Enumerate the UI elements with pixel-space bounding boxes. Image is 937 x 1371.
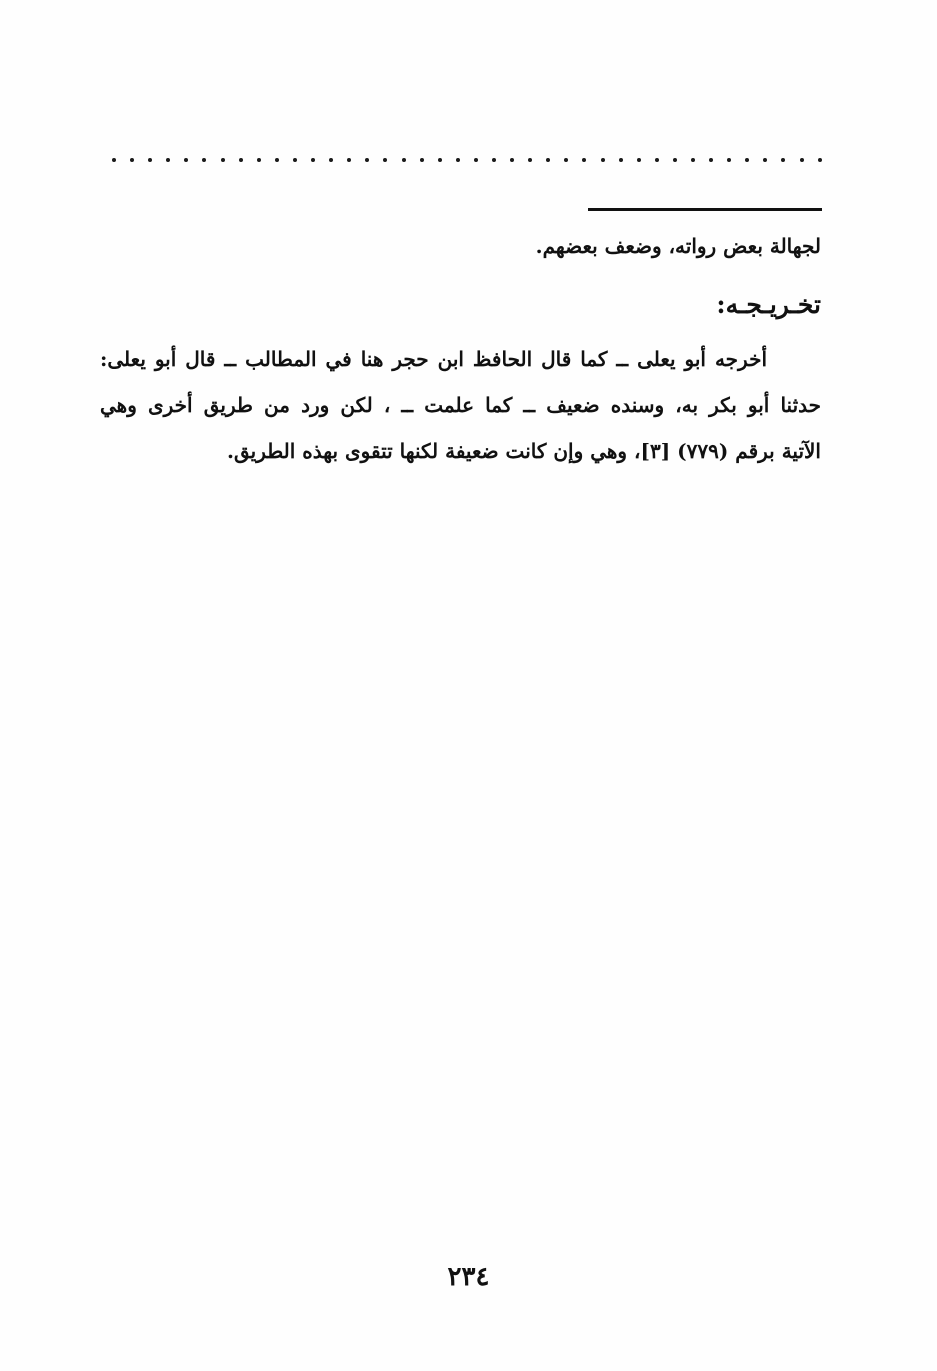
paragraph-line: الآتية برقم (٧٧٩) [٣]، وهي وإن كانت ضعيفة لكنها تتقوى بهذه الطريق. (226, 439, 821, 463)
separator-dot (673, 158, 677, 162)
separator-dot (383, 158, 387, 162)
separator-dot (148, 158, 152, 162)
footnote-text: لجهالة بعض رواته، وضعف بعضهم. (535, 234, 821, 258)
separator-dot (275, 158, 279, 162)
separator-dot (601, 158, 605, 162)
separator-dot (564, 158, 568, 162)
separator-dot (763, 158, 767, 162)
paragraph-line: أخرجه أبو يعلى ــ كما قال الحافظ ابن حجر هنا في المطالب ــ قال أبو يعلى: (100, 347, 767, 371)
separator-dot (709, 158, 713, 162)
separator-dot (329, 158, 333, 162)
section-heading: تخـريـجـه: (716, 290, 821, 319)
separator-dot (456, 158, 460, 162)
separator-dot (800, 158, 804, 162)
separator-dot (402, 158, 406, 162)
takhrij-paragraph (100, 336, 821, 474)
separator-dot (420, 158, 424, 162)
separator-dot (166, 158, 170, 162)
separator-dot (438, 158, 442, 162)
separator-dot (365, 158, 369, 162)
separator-dot (818, 158, 822, 162)
page-number: ٢٣٤ (447, 1262, 490, 1292)
separator-dot (619, 158, 623, 162)
separator-dot (221, 158, 225, 162)
separator-dot (257, 158, 261, 162)
separator-dot (239, 158, 243, 162)
separator-dot (293, 158, 297, 162)
separator-dot (582, 158, 586, 162)
separator-dot (130, 158, 134, 162)
separator-dot (347, 158, 351, 162)
separator-dot (474, 158, 478, 162)
footnote-rule (588, 208, 822, 211)
separator-dot (546, 158, 550, 162)
separator-dot (202, 158, 206, 162)
paragraph-line: حدثنا أبو بكر به، وسنده ضعيف ــ كما علمت ــ ، لكن ورد من طريق أخرى وهي (100, 393, 821, 417)
separator-dot (112, 158, 116, 162)
separator-dot (781, 158, 785, 162)
dotted-separator (112, 154, 822, 166)
separator-dot (691, 158, 695, 162)
separator-dot (528, 158, 532, 162)
separator-dot (492, 158, 496, 162)
separator-dot (637, 158, 641, 162)
separator-dot (184, 158, 188, 162)
separator-dot (510, 158, 514, 162)
separator-dot (745, 158, 749, 162)
separator-dot (311, 158, 315, 162)
separator-dot (727, 158, 731, 162)
separator-dot (655, 158, 659, 162)
